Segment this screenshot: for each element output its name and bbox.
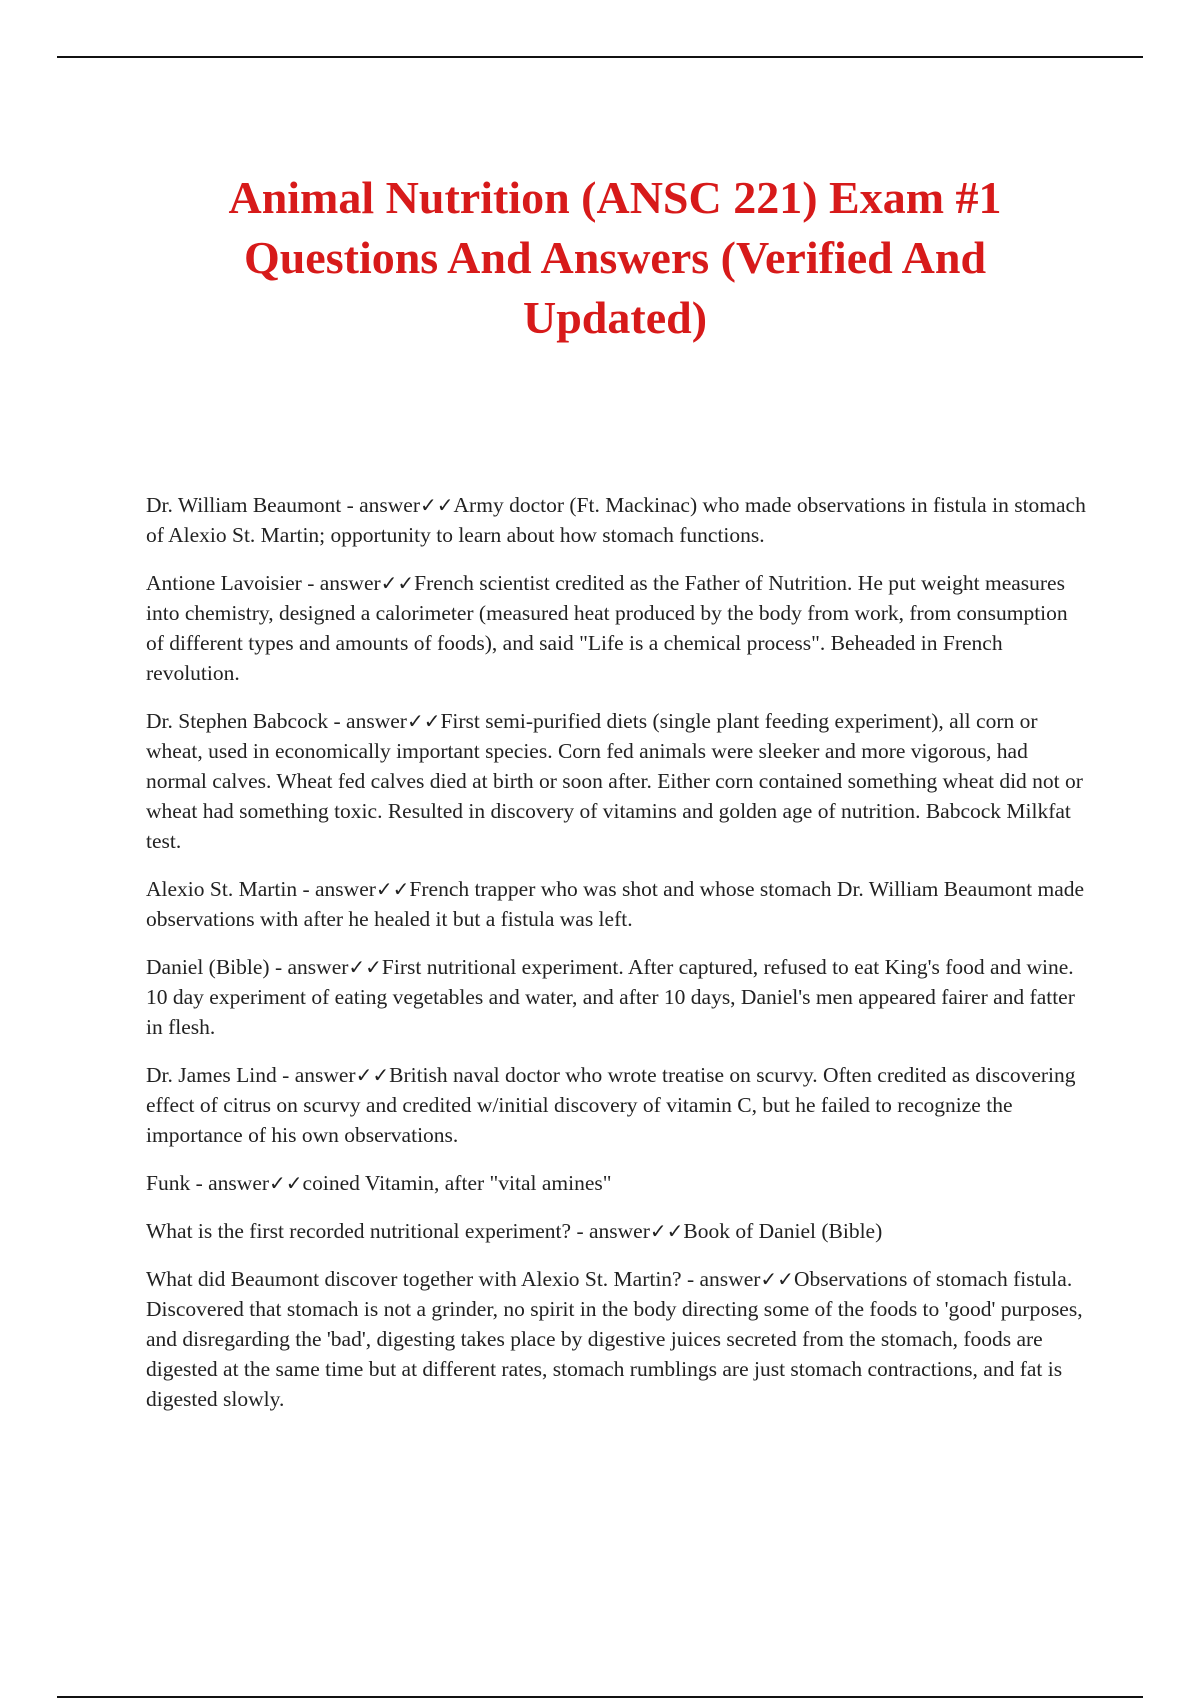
answer-marker: - answer: [276, 1063, 356, 1087]
qa-item: [146, 706, 1086, 856]
qa-item: [146, 1168, 1086, 1198]
qa-question: Funk: [146, 1171, 191, 1195]
double-check-icon: ✓✓: [420, 493, 454, 517]
double-check-icon: ✓✓: [760, 1267, 794, 1291]
qa-item: [146, 952, 1086, 1042]
qa-answer: First nutritional experiment. After captured, refused to eat King's food and wine. 10 day experiment of eating vegetables and water, and after 10 days, Daniel's men appeared fairer and fatter in flesh.: [146, 955, 1075, 1039]
qa-question: Alexio St. Martin: [146, 877, 298, 901]
footer-rule: [57, 1696, 1143, 1698]
answer-marker: - answer: [328, 709, 407, 733]
answer-marker: - answer: [297, 877, 376, 901]
qa-item: [146, 874, 1086, 934]
answer-marker: - answer: [681, 1267, 761, 1291]
qa-answer: Army doctor (Ft. Mackinac) who made observations in fistula in stomach of Alexio St. Martin; opportunity to learn about how stomach functions.: [146, 493, 1086, 547]
answer-marker: - answer: [190, 1171, 270, 1195]
qa-question: Dr. Stephen Babcock: [146, 709, 329, 733]
qa-answer: Observations of stomach fistula. Discovered that stomach is not a grinder, no spirit in the body directing some of the foods to 'good' purposes, and disregarding the 'bad', digesting takes place by digestive juices secreted from the stomach, foods are digested at the same time but at different rates, stomach rumblings are just stomach contractions, and fat is digested slowly.: [146, 1267, 1083, 1411]
double-check-icon: ✓✓: [269, 1171, 303, 1195]
qa-question: Dr. William Beaumont: [146, 493, 342, 517]
qa-question: Dr. James Lind: [146, 1063, 277, 1087]
document-title: Animal Nutrition (ANSC 221) Exam #1 Questions And Answers (Verified And Updated): [228, 172, 1002, 343]
qa-item: [146, 490, 1086, 550]
answer-marker: - answer: [301, 571, 381, 595]
qa-item: [146, 1060, 1086, 1150]
qa-answer: British naval doctor who wrote treatise on scurvy. Often credited as discovering effect of citrus on scurvy and credited w/initial discovery of vitamin C, but he failed to recognize the importance of his own observations.: [146, 1063, 1076, 1147]
qa-answer: First semi-purified diets (single plant feeding experiment), all corn or wheat, used in economically important species. Corn fed animals were sleeker and more vigorous, had normal calves. Wheat fed calves died at birth or soon after. Either corn contained something wheat did not or wheat had something toxic. Resulted in discovery of vitamins and golden age of nutrition. Babcock Milkfat test.: [146, 709, 1083, 853]
double-check-icon: ✓✓: [406, 709, 441, 733]
qa-answer: French trapper who was shot and whose stomach Dr. William Beaumont made observations with after he healed it but a fistula was left.: [146, 877, 1085, 931]
qa-answer: coined Vitamin, after "vital amines": [302, 1171, 612, 1195]
qa-list: [146, 490, 1086, 1432]
qa-item: [146, 568, 1086, 688]
answer-marker: - answer: [341, 493, 421, 517]
answer-marker: - answer: [269, 955, 349, 979]
header-rule: [57, 56, 1143, 58]
answer-marker: - answer: [571, 1219, 650, 1243]
qa-answer: Book of Daniel (Bible): [683, 1219, 883, 1243]
qa-answer: French scientist credited as the Father of Nutrition. He put weight measures into chemistry, designed a calorimeter (measured heat produced by the body from work, from consumption of different types and amounts of foods), and said "Life is a chemical process". Beheaded in French revolution.: [146, 571, 1068, 685]
qa-question: Antione Lavoisier: [146, 571, 302, 595]
qa-question: What is the first recorded nutritional experiment?: [146, 1219, 572, 1243]
double-check-icon: ✓✓: [348, 955, 382, 979]
qa-item: [146, 1264, 1086, 1414]
double-check-icon: ✓✓: [375, 877, 410, 901]
double-check-icon: ✓✓: [649, 1219, 684, 1243]
qa-item: [146, 1216, 1086, 1246]
qa-question: What did Beaumont discover together with Alexio St. Martin?: [146, 1267, 682, 1291]
qa-question: Daniel (Bible): [146, 955, 270, 979]
double-check-icon: ✓✓: [380, 571, 415, 595]
double-check-icon: ✓✓: [355, 1063, 390, 1087]
